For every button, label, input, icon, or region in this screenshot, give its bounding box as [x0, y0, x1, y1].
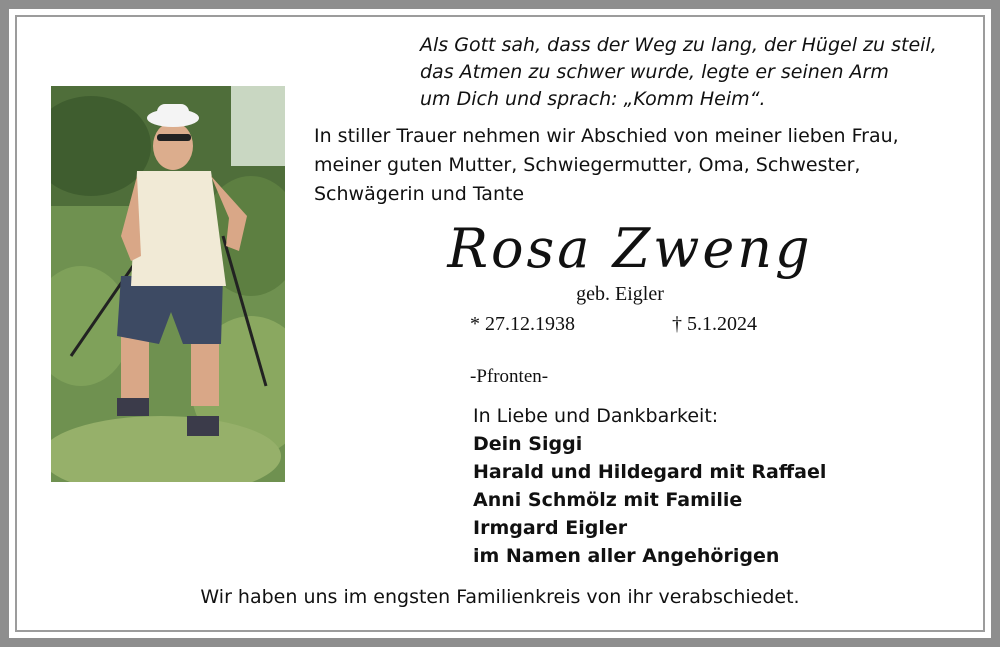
poem — [420, 32, 980, 113]
mourner-name: Anni Schmölz mit Familie — [473, 489, 743, 511]
poem-line: Als Gott sah, dass der Weg zu lang, der Hügel zu steil, — [420, 34, 937, 56]
poem-line: um Dich und sprach: „Komm Heim“. — [420, 88, 766, 110]
maiden-name: geb. Eigler — [576, 283, 664, 305]
closing-note: Wir haben uns im engsten Familienkreis von ihr verabschiedet. — [200, 586, 800, 608]
intro-line: In stiller Trauer nehmen wir Abschied von meiner lieben Frau, — [314, 125, 899, 147]
mourner-name: im Namen aller Angehörigen — [473, 545, 780, 567]
death-date: † 5.1.2024 — [672, 313, 757, 335]
poem-line: das Atmen zu schwer wurde, legte er seinen Arm — [420, 61, 889, 83]
mourner-name: Dein Siggi — [473, 433, 583, 455]
intro-line: meiner guten Mutter, Schwiegermutter, Oma, Schwester, — [314, 154, 861, 176]
intro-line: Schwägerin und Tante — [314, 183, 525, 205]
deceased-name: Rosa Zweng — [447, 217, 813, 280]
mourners-lead: In Liebe und Dankbarkeit: — [473, 405, 719, 427]
birth-date: * 27.12.1938 — [470, 313, 575, 335]
mourners-list — [473, 402, 826, 570]
portrait-photo — [51, 86, 285, 482]
mourner-name: Irmgard Eigler — [473, 517, 628, 539]
intro-text — [314, 122, 984, 209]
place-of-residence: -Pfronten- — [470, 366, 549, 387]
mourner-name: Harald und Hildegard mit Raffael — [473, 461, 827, 483]
